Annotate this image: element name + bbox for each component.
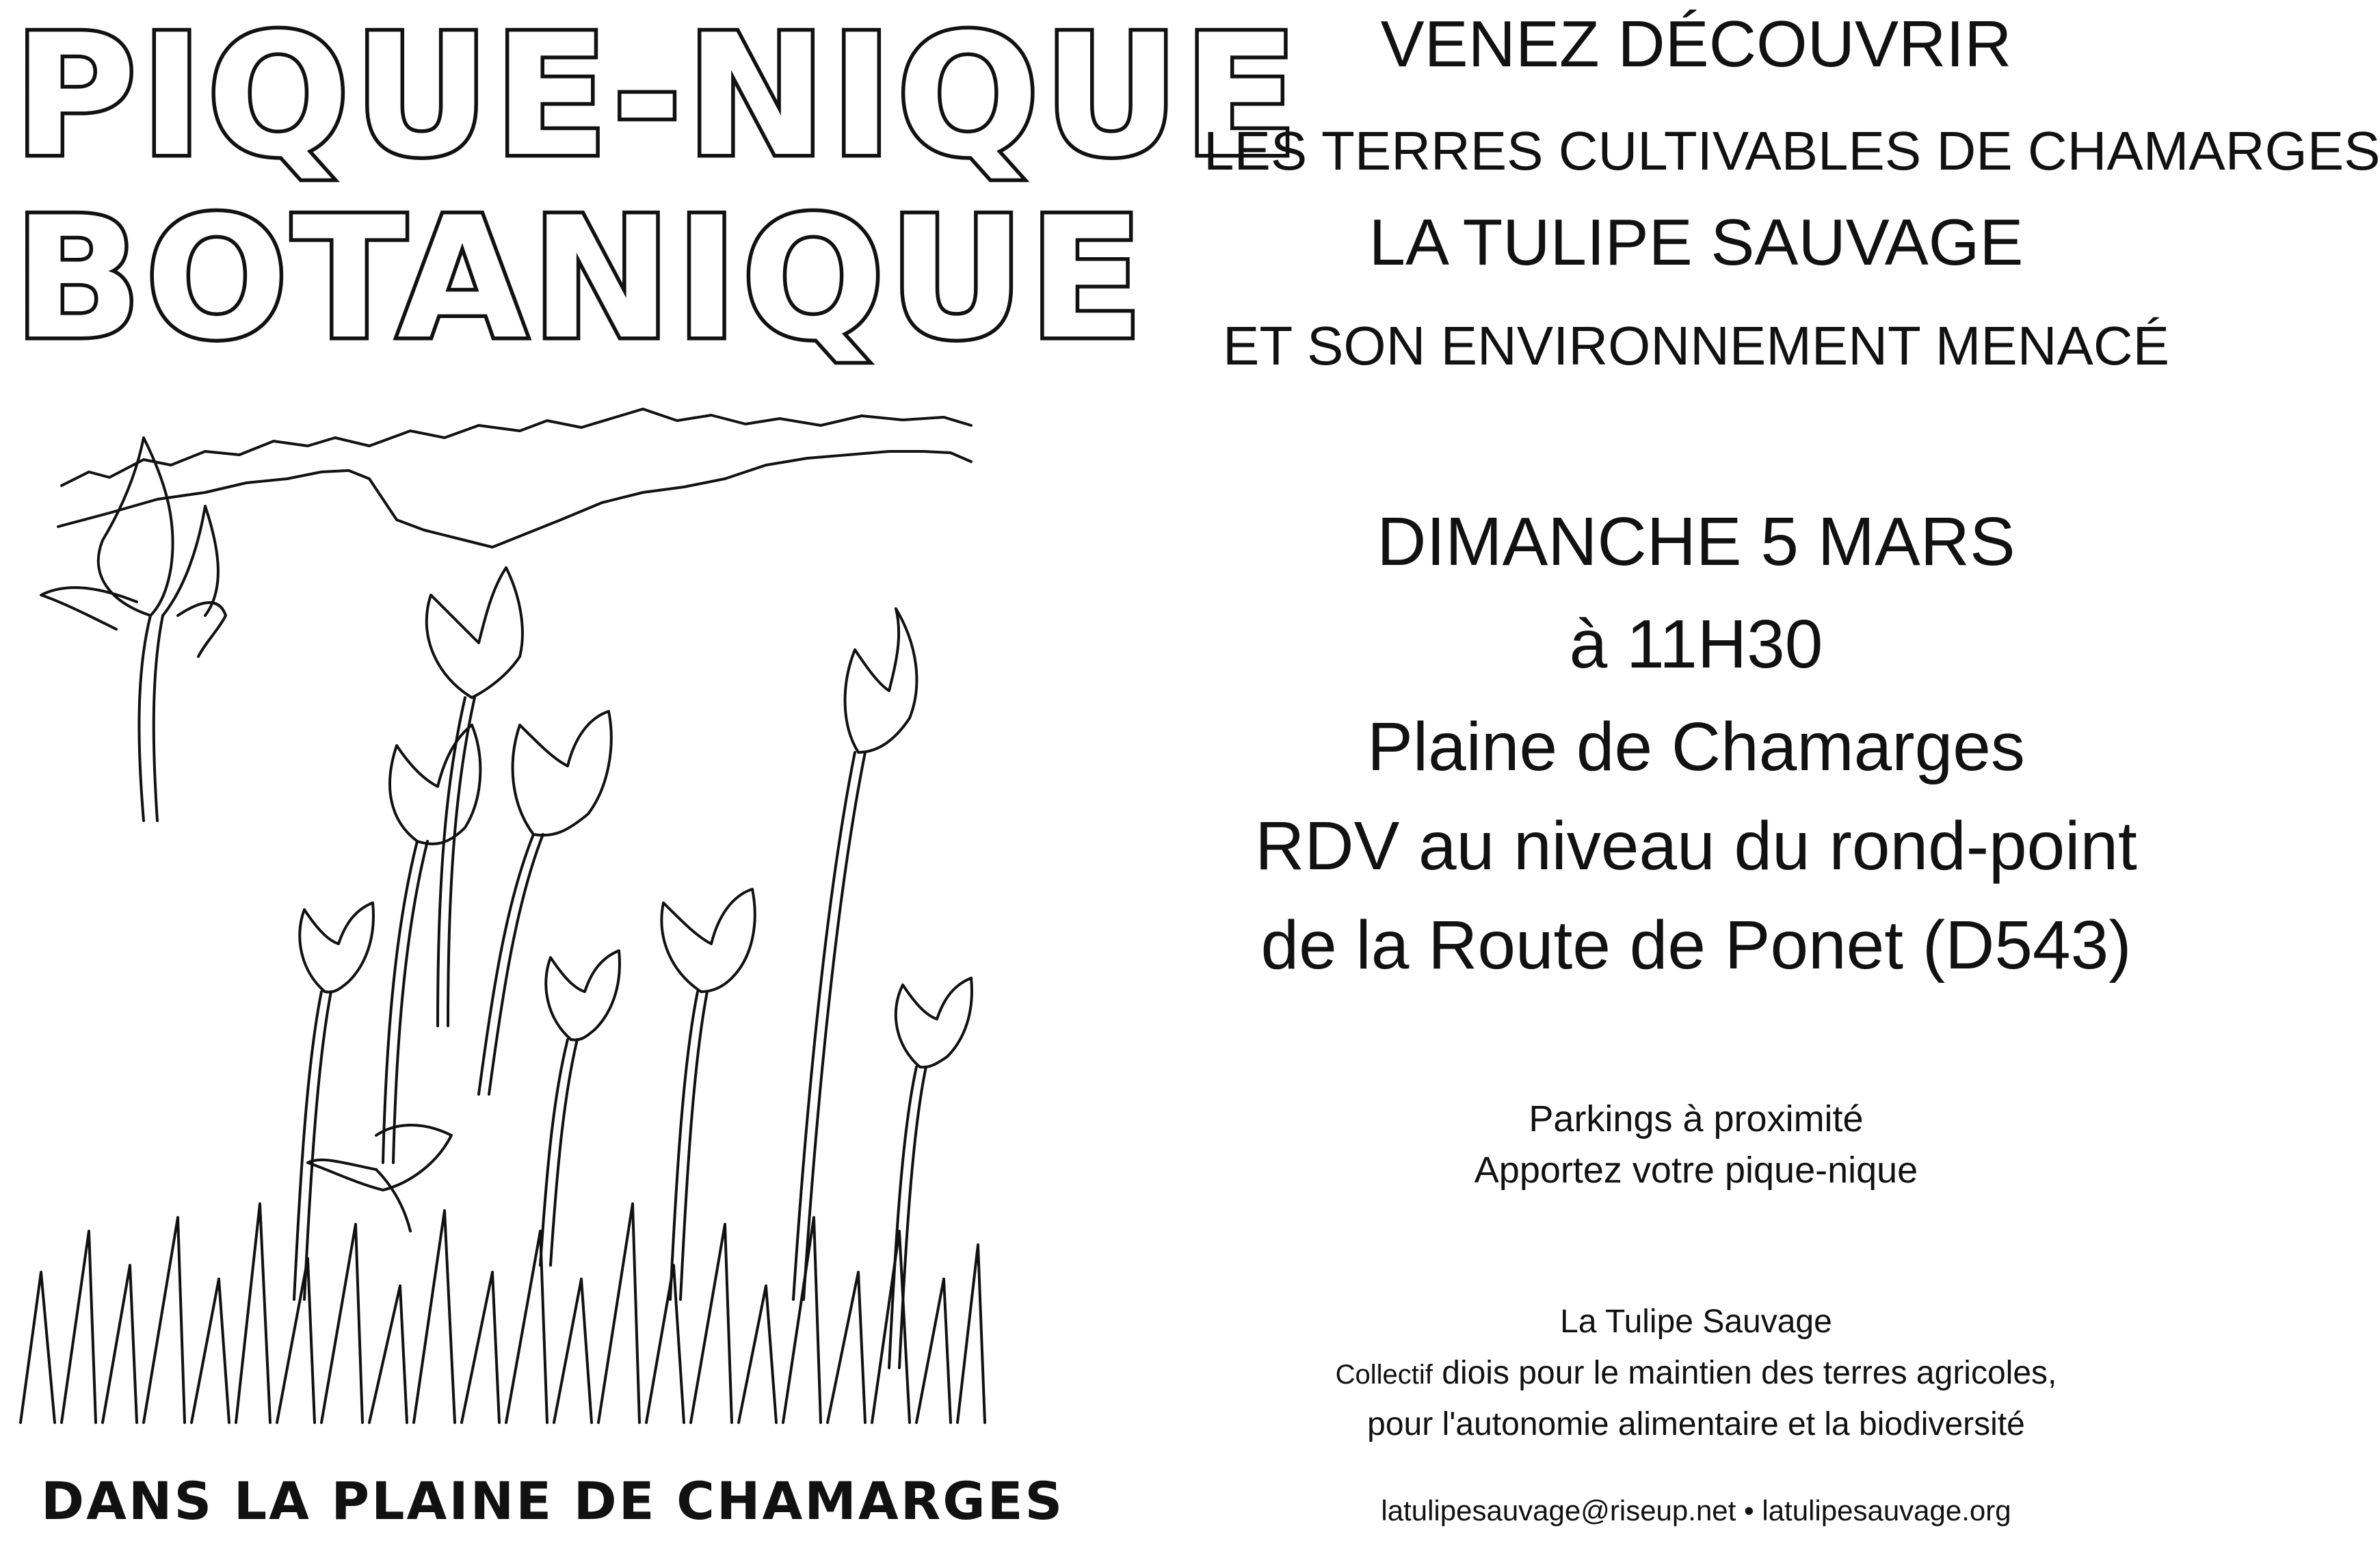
event-meeting-point: RDV au niveau du rond-point xyxy=(1255,808,2137,884)
organizer-description xyxy=(1204,1354,2189,1392)
heading-threatened-environment: ET SON ENVIRONNEMENT MENACÉ xyxy=(1223,315,2169,376)
event-time: à 11H30 xyxy=(1569,606,1823,683)
mountain-ridge-back xyxy=(62,409,971,486)
organizer-description-line2: pour l'autonomie alimentaire et la biodiversité xyxy=(1367,1406,2025,1442)
tulip-field-drawing xyxy=(0,383,1067,1436)
poster-title-line-2: BOTANIQUE xyxy=(14,181,1148,376)
event-date: DIMANCHE 5 MARS xyxy=(1377,503,2015,580)
bring-picnic-info: Apportez votre pique-nique xyxy=(1474,1150,1918,1191)
heading-cultivable-land: LES TERRES CULTIVABLES DE CHAMARGES xyxy=(1204,120,2380,181)
parking-info: Parkings à proximité xyxy=(1529,1098,1864,1139)
contact-links: latulipesauvage@riseup.net • latulipesauvage.org xyxy=(1381,1494,2011,1527)
heading-wild-tulip: LA TULIPE SAUVAGE xyxy=(1368,206,2024,279)
event-details-panel xyxy=(1204,0,2380,1558)
poster-title-line-1: PIQUE-NIQUE xyxy=(14,0,1302,194)
event-place: Plaine de Chamarges xyxy=(1367,709,2025,785)
poster-location-caption: DANS LA PLAINE DE CHAMARGES xyxy=(41,1470,1065,1531)
mountain-ridge-front xyxy=(58,451,971,547)
organizer-name: La Tulipe Sauvage xyxy=(1560,1304,1832,1340)
heading-discover: VENEZ DÉCOUVRIR xyxy=(1380,8,2012,81)
organizer-description-rest: diois pour le maintien des terres agricoles, xyxy=(1432,1355,2057,1391)
event-road: de la Route de Ponet (D543) xyxy=(1260,907,2132,983)
organizer-description-lead: Collectif xyxy=(1335,1360,1433,1390)
